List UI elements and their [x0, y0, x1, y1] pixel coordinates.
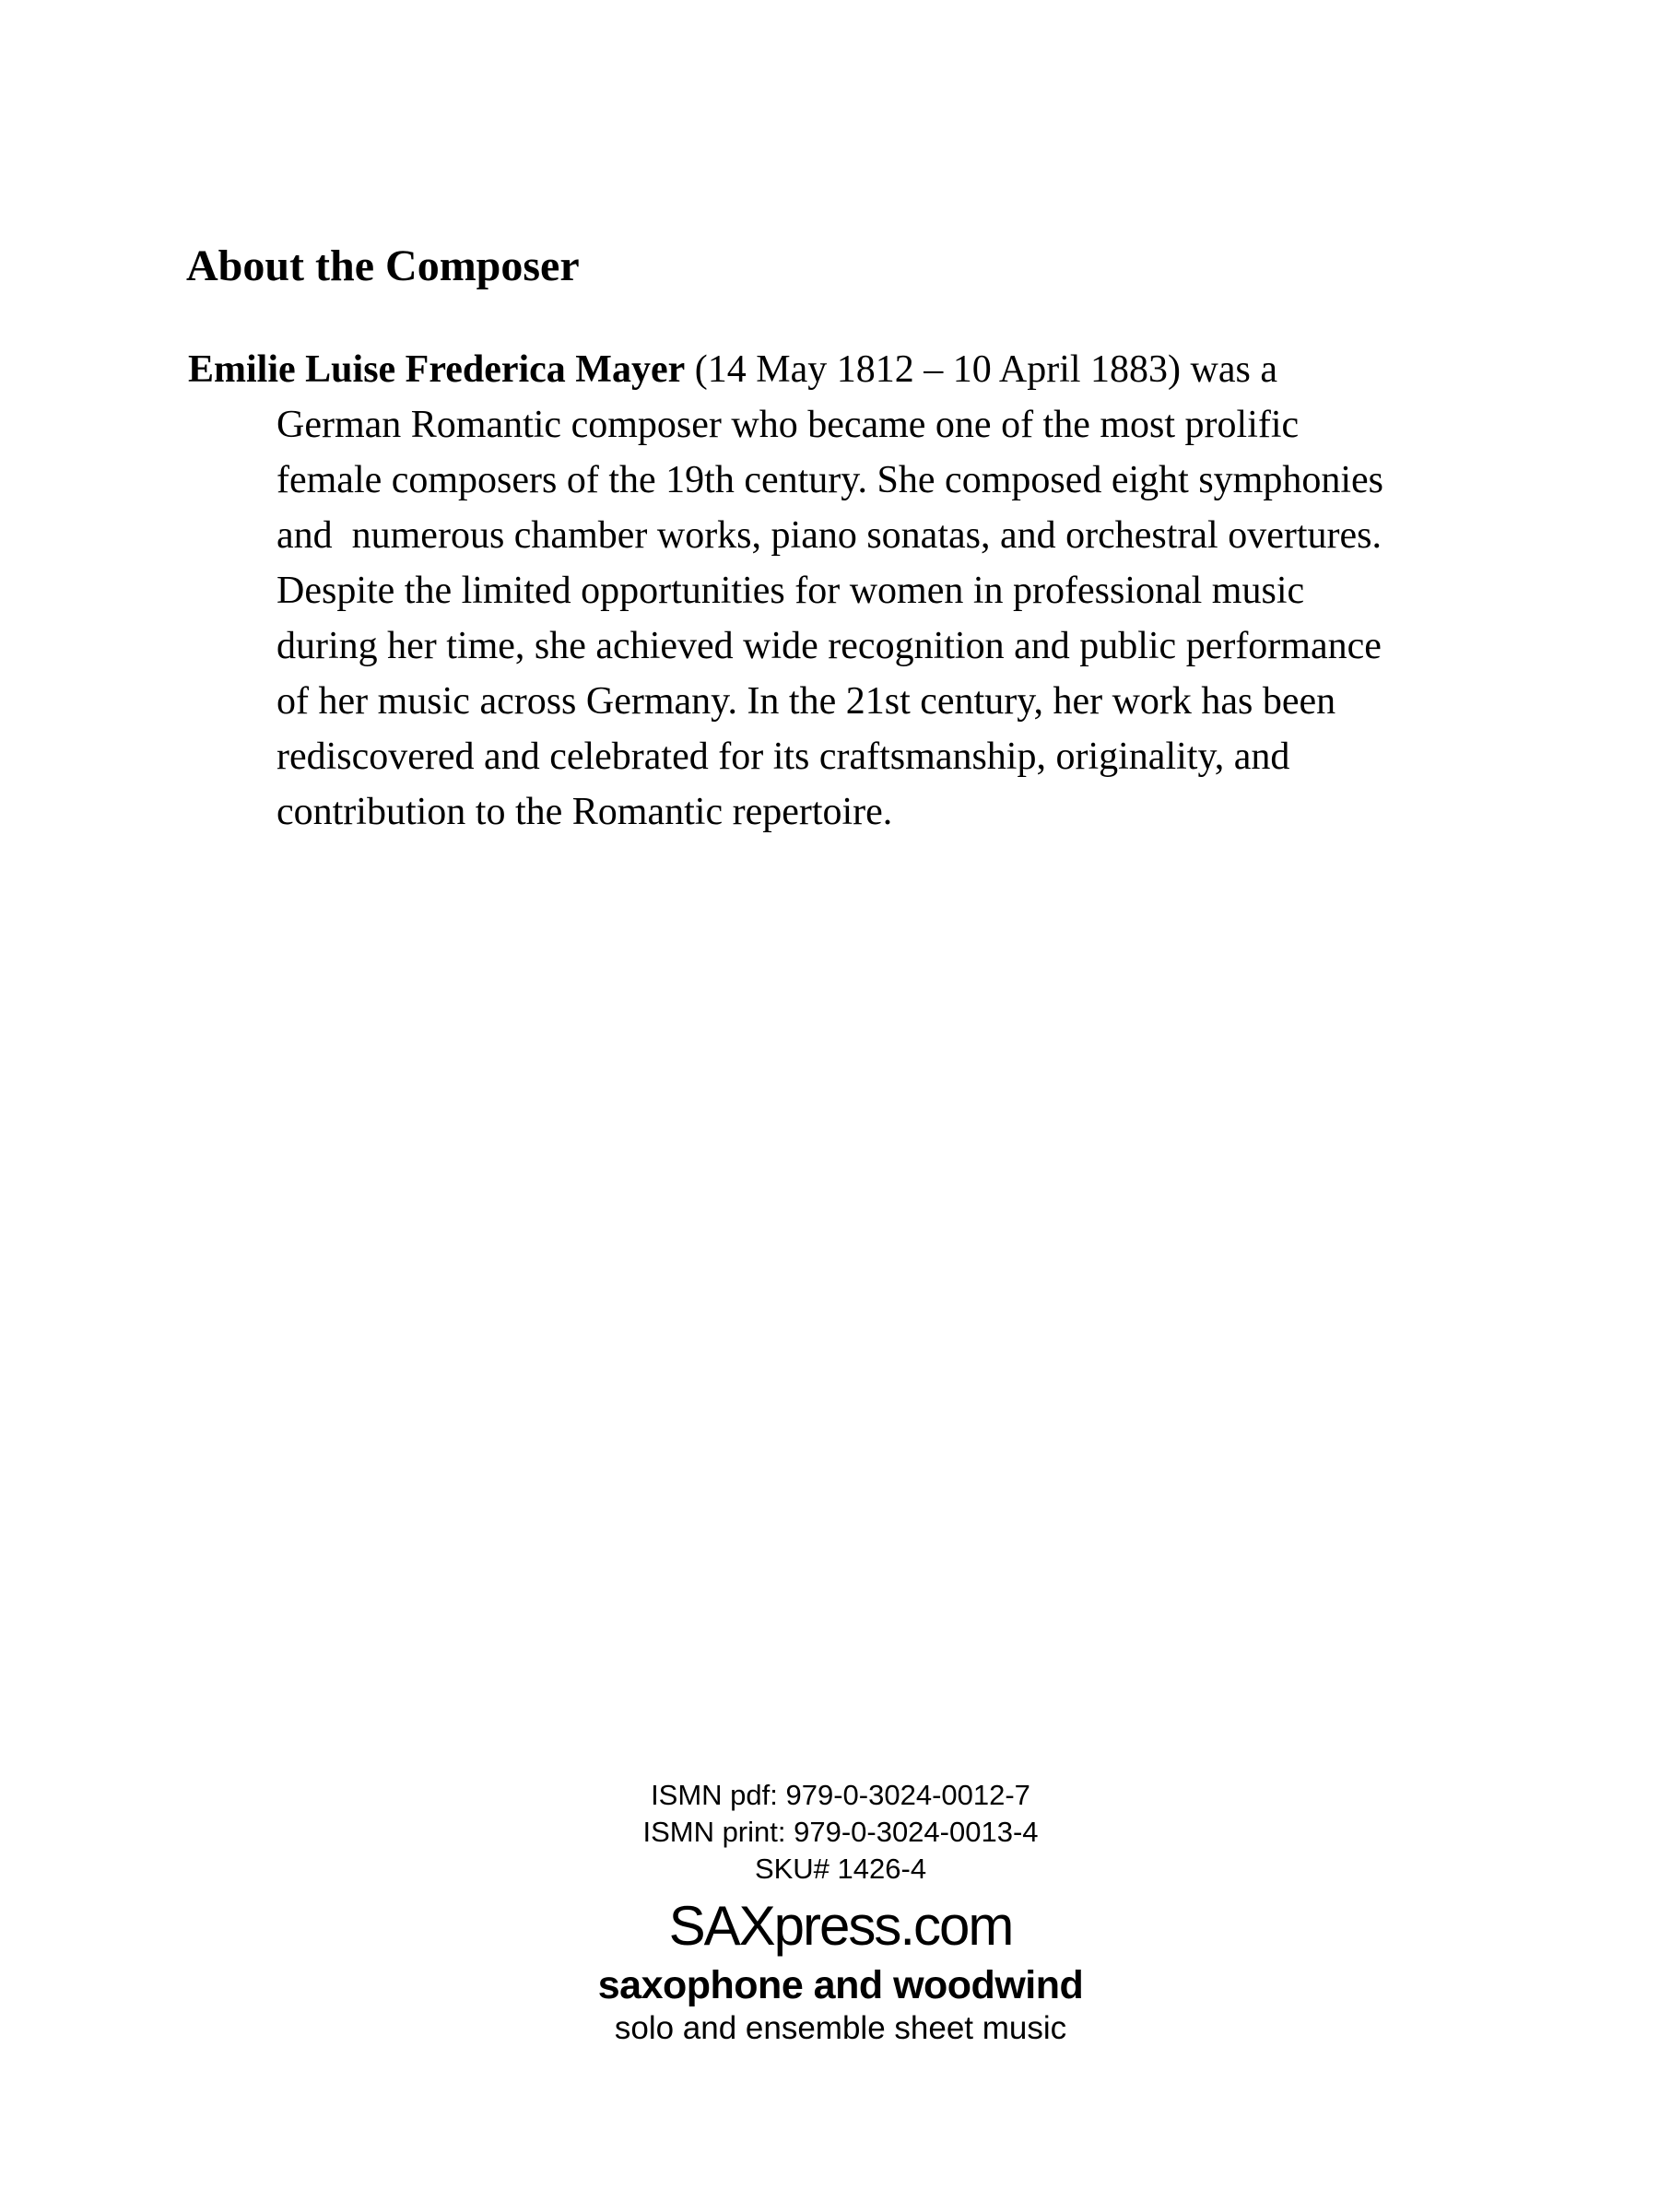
tagline-primary: saxophone and woodwind	[597, 1963, 1084, 2007]
composer-bio-paragraph	[188, 342, 1506, 840]
paragraph-line: German Romantic composer who became one of the most prolific	[276, 404, 1300, 446]
composer-name: Emilie Luise Frederica Mayer	[188, 348, 686, 391]
paragraph-line	[188, 342, 1506, 397]
paragraph-line: rediscovered and celebrated for its craftsmanship, originality, and	[276, 735, 1290, 778]
footer-publisher-block	[11, 1777, 1659, 2048]
ismn-pdf-number: ISMN pdf: 979-0-3024-0012-7	[651, 1779, 1030, 1811]
brand-url: SAXpress.com	[668, 1895, 1013, 1957]
paragraph-line: and numerous chamber works, piano sonatas, and orchestral overtures.	[276, 514, 1382, 557]
page-heading: About the Composer	[186, 241, 580, 290]
tagline-secondary: solo and ensemble sheet music	[614, 2010, 1067, 2046]
ismn-print-number: ISMN print: 979-0-3024-0013-4	[642, 1816, 1039, 1848]
paragraph-line: female composers of the 19th century. She composed eight symphonies	[276, 459, 1383, 501]
paragraph-line: Despite the limited opportunities for women in professional music	[276, 570, 1305, 612]
paragraph-line-text: (14 May 1812 – 10 April 1883) was a	[685, 348, 1277, 391]
paragraph-line: during her time, she achieved wide recognition and public performance	[276, 625, 1382, 667]
paragraph-line: of her music across Germany. In the 21st century, her work has been	[276, 680, 1336, 723]
paragraph-line: contribution to the Romantic repertoire.	[276, 791, 893, 833]
sku-number: SKU# 1426-4	[754, 1853, 927, 1885]
